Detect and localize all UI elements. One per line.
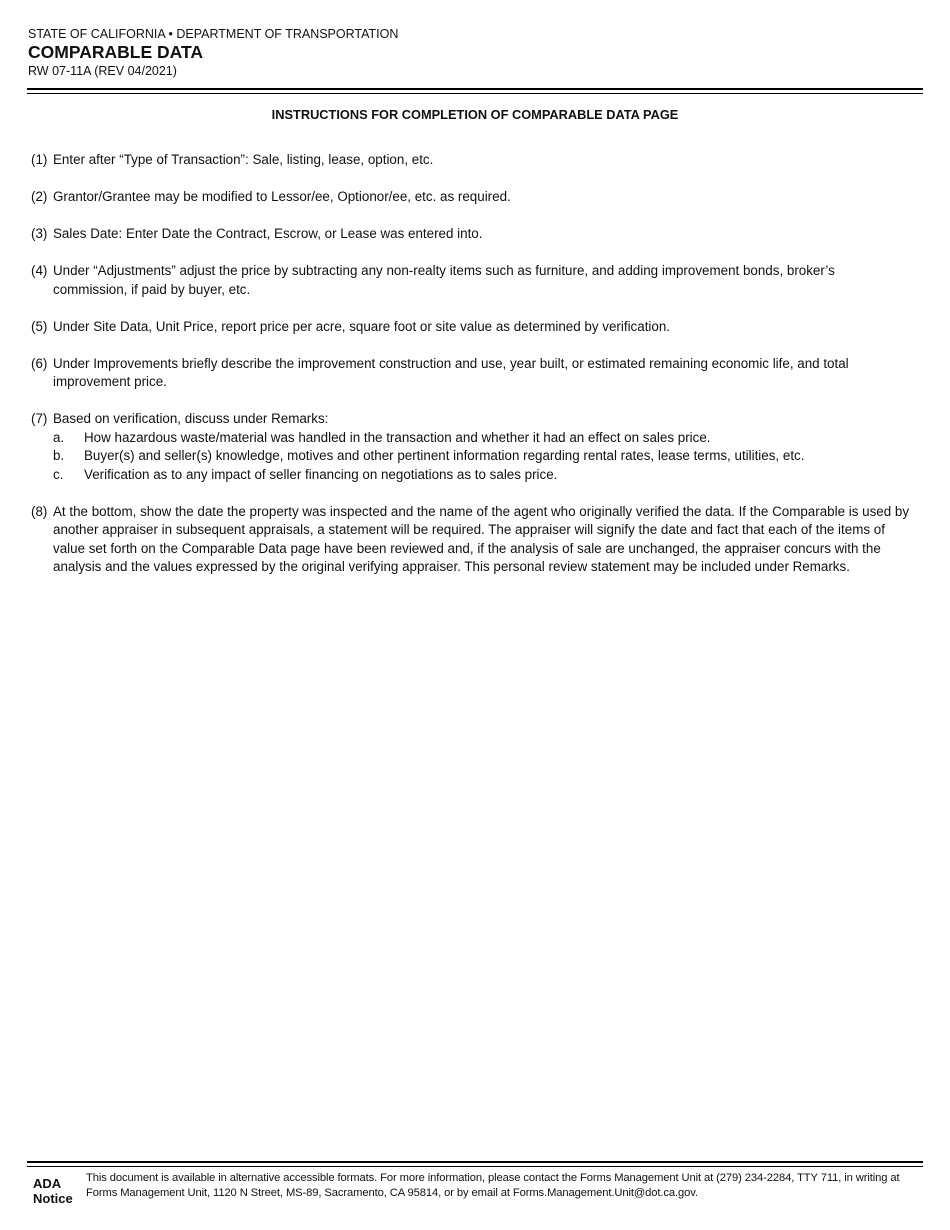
ada-notice-label: ADA Notice xyxy=(33,1176,73,1206)
form-title: COMPARABLE DATA xyxy=(28,42,203,62)
instruction-item-5: (5) Under Site Data, Unit Price, report price per acre, square foot or site value as determined by verification. xyxy=(31,318,671,334)
form-number: RW 07-11A (REV 04/2021) xyxy=(28,64,177,78)
instruction-item-8: (8) At the bottom, show the date the property was inspected and the name of the agent who originally verified the data. If the Comparable is used by another appraiser in subsequent appraisals, a statement will be required. The appraiser will signify the date and fact that each of the items of value set forth on the Comparable Data page have been reviewed and, if the analysis of sale are unchanged, the appraiser concurs with the analysis and the values expressed by the original verifying appraiser. This personal review statement may be included under Remarks. xyxy=(31,503,910,574)
instruction-item-3: (3) Sales Date: Enter Date the Contract, Escrow, or Lease was entered into. xyxy=(31,226,483,241)
instruction-item-1: (1) Enter after “Type of Transaction”: Sale, listing, lease, option, etc. xyxy=(31,152,434,167)
instruction-item-2: (2) Grantor/Grantee may be modified to Lessor/ee, Optionor/ee, etc. as required. xyxy=(31,189,511,204)
instructions-heading: INSTRUCTIONS FOR COMPLETION OF COMPARABLE DATA PAGE xyxy=(271,107,679,122)
ada-notice-text: This document is available in alternative accessible formats. For more information, please contact the Forms Management Unit at (279) 234-2284, TTY 711, in writing at Forms Management Unit, 1120 N Street, MS-89, Sacramento, CA 95814, or by email at Forms.Management.Unit@dot.ca.gov. xyxy=(86,1172,900,1199)
instruction-subitem-c: c. Verification as to any impact of seller financing on negotiations as to sales price. xyxy=(53,466,558,482)
instruction-item-4: (4) Under “Adjustments” adjust the price by subtracting any non-realty items such as furniture, and adding improvement bonds, broker’s commission, if paid by buyer, etc. xyxy=(31,263,835,297)
footer-divider xyxy=(27,1161,923,1167)
instruction-subitem-a: a. How hazardous waste/material was handled in the transaction and whether it had an effect on sales price. xyxy=(53,429,711,445)
agency-name: STATE OF CALIFORNIA • DEPARTMENT OF TRANSPORTATION xyxy=(28,27,399,41)
instructions-list xyxy=(31,151,911,595)
instruction-subitem-b: b. Buyer(s) and seller(s) knowledge, motives and other pertinent information regarding rental rates, lease terms, utilities, etc. xyxy=(53,448,805,463)
form-header xyxy=(28,27,398,79)
instruction-item-6: (6) Under Improvements briefly describe the improvement construction and use, year built, or estimated remaining economic life, and total improvement price. xyxy=(31,355,849,389)
header-divider xyxy=(27,88,923,94)
instruction-item-7: (7) Based on verification, discuss under Remarks: a. How hazardous waste/material was handled in the transaction and whether it had an effect on sales price. b. Buyer(s) and seller(s) knowledge, motives and other pertinent information regarding rental rates, lease terms, utilities, etc. c. Verification as to any impact of seller financing on negotiations as to sales price. xyxy=(31,410,911,484)
ada-notice xyxy=(33,1171,918,1206)
